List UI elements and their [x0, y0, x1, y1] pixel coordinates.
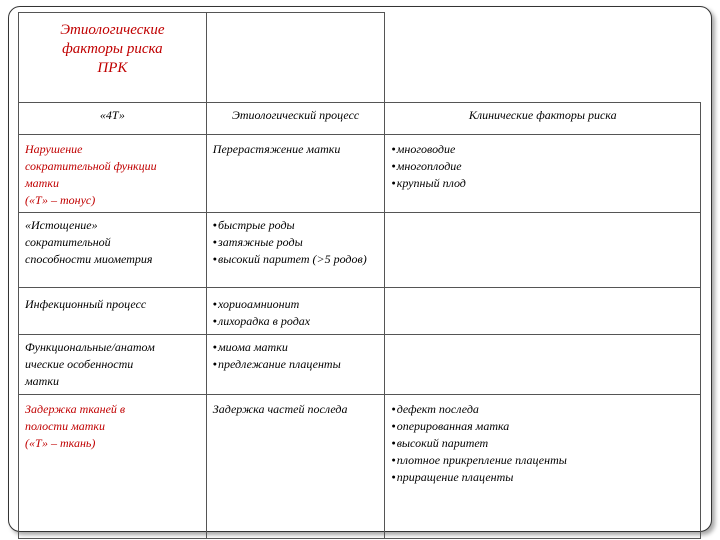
clinical-cell — [385, 335, 701, 395]
factor-line: матки — [25, 176, 59, 190]
list-item: ● лихорадка в родах — [213, 313, 379, 330]
factor-line: полости матки — [25, 419, 106, 433]
factor-cell — [19, 213, 207, 288]
risk-factors-table — [18, 12, 701, 539]
list-item: ● плотное прикрепление плаценты — [391, 452, 694, 469]
factor-cell — [19, 335, 207, 395]
clinical-cell — [385, 395, 701, 539]
factor-line: «Истощение» — [25, 218, 98, 232]
process-cell — [206, 395, 385, 539]
table-row — [19, 395, 701, 539]
process-cell — [206, 335, 385, 395]
process-text: Перерастяжение матки — [212, 142, 341, 156]
process-text: Задержка частей последа — [212, 402, 348, 416]
factor-cell — [19, 395, 207, 539]
factor-line: («Т» – ткань) — [25, 436, 96, 450]
factor-line: Нарушение — [25, 142, 83, 156]
factor-line: Задержка тканей в — [25, 402, 126, 416]
empty-cell — [206, 13, 385, 103]
factor-line: Функциональные/анатом — [25, 340, 155, 354]
header-row — [19, 103, 701, 135]
process-cell — [206, 135, 385, 213]
factor-line: Инфекционный процесс — [25, 297, 147, 311]
header-4t: «4Т» — [19, 103, 207, 135]
title-line: ПРК — [97, 60, 128, 76]
title-line: Этиологические — [60, 22, 165, 38]
table-row — [19, 213, 701, 288]
list-item: ● оперированная матка — [391, 418, 694, 435]
table-row — [19, 288, 701, 335]
table-title — [19, 13, 207, 103]
list-item: ● многоводие — [391, 141, 694, 158]
process-cell — [206, 213, 385, 288]
factor-cell — [19, 135, 207, 213]
factor-line: ические особенности — [25, 357, 134, 371]
list-item: ● хориоамнионит — [213, 296, 379, 313]
table-row — [19, 335, 701, 395]
table-row — [19, 135, 701, 213]
header-clinical: Клинические факторы риска — [385, 103, 701, 135]
factor-line: способности миометрия — [25, 252, 153, 266]
list-item: ● дефект последа — [391, 401, 694, 418]
factor-cell — [19, 288, 207, 335]
clinical-cell — [385, 135, 701, 213]
factor-line: сократительной — [25, 235, 111, 249]
title-line: факторы риска — [62, 41, 163, 57]
title-row — [19, 13, 701, 103]
list-item: ● миома матки — [213, 339, 379, 356]
list-item: ● приращение плаценты — [391, 469, 694, 486]
header-process: Этиологический процесс — [206, 103, 385, 135]
list-item: ● многоплодие — [391, 158, 694, 175]
factor-line: («Т» – тонус) — [25, 193, 96, 207]
list-item: ● предлежание плаценты — [213, 356, 379, 373]
list-item: ● затяжные роды — [213, 234, 379, 251]
list-item: ● быстрые роды — [213, 217, 379, 234]
factor-line: сократительной функции — [25, 159, 157, 173]
list-item: ● крупный плод — [391, 175, 694, 192]
empty-cell — [385, 13, 701, 103]
clinical-cell — [385, 288, 701, 335]
process-cell — [206, 288, 385, 335]
list-item: ● высокий паритет — [391, 435, 694, 452]
factor-line: матки — [25, 374, 59, 388]
clinical-cell — [385, 213, 701, 288]
list-item: ● высокий паритет (>5 родов) — [213, 251, 379, 268]
